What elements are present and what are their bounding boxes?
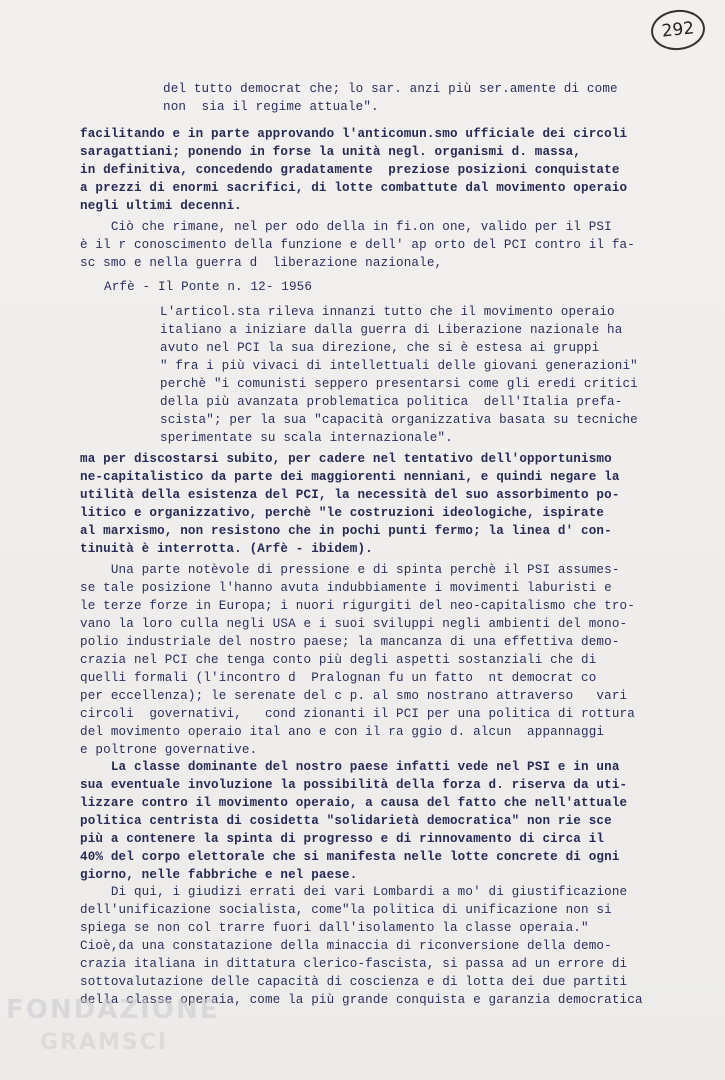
watermark-logo-2: GRAMSCI	[40, 1030, 169, 1055]
paragraph-1: facilitando e in parte approvando l'anticomun.smo ufficiale dei circoli saragattiani; ponendo in forse la unità negl. organismi d. massa, in definitiva, concedendo gradatamente preziose posizioni conquistate a prezzi di enormi sacrifici, di lotte combattute dal movimento operaio negli ultimi decenni.	[80, 127, 628, 213]
paragraph-2: Ciò che rimane, nel per odo della in fi.on one, valido per il PSI è il r conoscimento della funzione e dell' ap orto del PCI contro il fa- sc smo e nella guerra d liberazione nazionale,	[80, 220, 635, 270]
watermark-logo: FONDAZIONE	[6, 995, 220, 1025]
paragraph-6: Di qui, i giudizi errati dei vari Lombardi a mo' di giustificazione dell'unificazione socialista, come"la politica di unificazione non si spiega se non col trarre fuori dall'isolamento la classe operaia." Cioè,da una constatazione della minaccia di riconversione della demo- crazia italiana in dittatura clerico-fascista, si passa ad un errore di sottovalutazione delle capacità di coscienza e di lotta dei due partiti della classe operaia, come la più grande conquista e garanzia democratica	[80, 885, 643, 1007]
quote-continuation: del tutto democrat che; lo sar. anzi più ser.amente di come non sia il regime attuale".	[163, 82, 618, 114]
page-number-stamp: 292	[649, 7, 707, 52]
paragraph-5: La classe dominante del nostro paese infatti vede nel PSI e in una sua eventuale involuzione la possibilità della forza d. riserva da uti- lizzare contro il movimento operaio, a causa del fatto che nell'attuale politica centrista di cosidetta "solidarietà democratica" non rie sce più a contenere la spinta di progresso e di rinnovamento di circa il 40% del corpo elettorale che si manifesta nelle lotte concrete di ogni giorno, nelle fabbriche e nel paese.	[80, 760, 628, 882]
paragraph-3: ma per discostarsi subito, per cadere nel tentativo dell'opportunismo ne-capitalistico da parte dei maggiorenti nenniani, e quindi negare la utilità della esistenza del PCI, la necessità del suo assorbimento po- litico e organizzativo, perchè "le costruzioni ideologiche, ispirate al marxismo, non resistono che in pochi punti fermo; la linea d' con- tinuità è interrotta. (Arfè - ibidem).	[80, 452, 620, 556]
quote-arfe: L'articol.sta rileva innanzi tutto che il movimento operaio italiano a iniziare dalla guerra di Liberazione nazionale ha avuto nel PCI la sua direzione, che si è estesa ai gruppi " fra i più vivaci di intellettuali delle giovani generazioni" perchè "i comunisti seppero presentarsi come gli eredi critici della più avanzata problematica politica dell'Italia prefa- scista"; per la sua "capacità organizzativa basata su tecniche sperimentate su scala internazionale".	[160, 305, 638, 445]
citation: Arfè - Il Ponte n. 12- 1956	[104, 280, 313, 294]
paragraph-4: Una parte notèvole di pressione e di spinta perchè il PSI assumes- se tale posizione l'hanno avuta indubbiamente i movimenti laburisti e le terze forze in Europa; i nuori rigurgiti del neo-capitalismo che tro- vano la loro culla negli USA e i suoi sviluppi negli ambienti del mono- polio industriale del nostro paese; la mancanza di una effettiva demo- crazia nel PCI che tenga conto più degli aspetti sostanziali che di quelli formali (l'incontro d Pralognan fu un fatto nt democrat co per eccellenza); le serenate del c p. al smo nostrano attraverso vari circoli governativi, cond zionanti il PCI per una politica di rottura del movimento operaio ital ano e con il ra ggio d. alcun appannaggi e poltrone governative.	[80, 563, 635, 757]
